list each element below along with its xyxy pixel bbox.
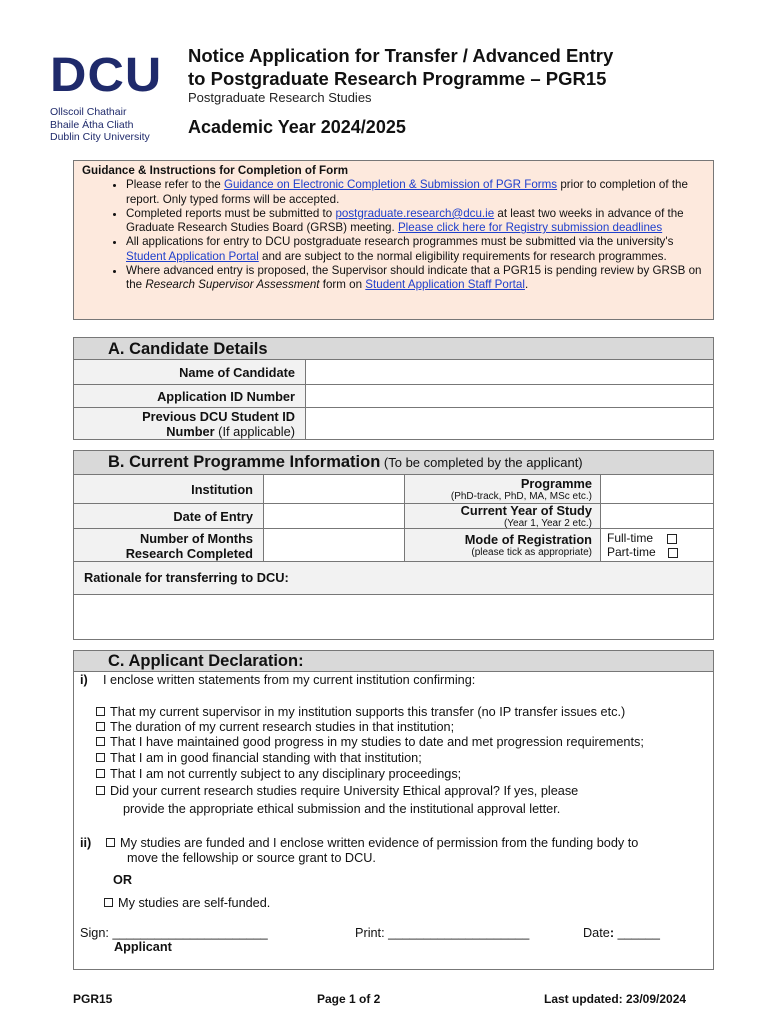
programme-label-text: Programme — [520, 475, 592, 491]
declaration-item-6 — [96, 784, 578, 799]
item-2-checkbox[interactable] — [96, 722, 105, 731]
item-ii-continuation: move the fellowship or source grant to DCU. — [127, 851, 376, 865]
year-of-study-label-text: Current Year of Study — [460, 502, 592, 518]
application-id-field[interactable] — [306, 385, 713, 407]
months-completed-label — [74, 529, 264, 561]
guidance-text: . — [524, 278, 529, 292]
item-5-text: That I am not currently subject to any disciplinary proceedings; — [110, 767, 462, 781]
section-b-programme-info — [73, 450, 714, 640]
application-id-label: Application ID Number — [74, 385, 306, 407]
form-title-line1: Notice Application for Transfer / Advanced Entry — [188, 45, 614, 66]
previous-id-label-number: Number — [166, 424, 215, 439]
item-6-text: Did your current research studies require University Ethical approval? If yes, please — [110, 784, 579, 798]
email-link[interactable]: postgraduate.research@dcu.ie — [335, 206, 495, 220]
guidance-text: Completed reports must be submitted to — [126, 206, 336, 220]
section-b-note: (To be completed by the applicant) — [380, 455, 583, 470]
declaration-item-2 — [96, 720, 454, 735]
previous-student-id-row — [74, 408, 713, 439]
item-4-checkbox[interactable] — [96, 753, 105, 762]
institution-row — [74, 475, 713, 504]
guidance-item-2 — [126, 207, 705, 236]
self-funded-text: My studies are self-funded. — [118, 896, 271, 910]
guidance-forms-link[interactable]: Guidance on Electronic Completion & Submission of PGR Forms — [223, 178, 558, 192]
guidance-text: All applications for entry to DCU postgraduate research programmes must be submitted via the university's — [126, 235, 674, 249]
dcu-logo — [50, 49, 163, 144]
guidance-item-4 — [126, 264, 705, 293]
year-of-study-label — [405, 504, 601, 528]
rationale-field-row — [74, 595, 713, 639]
institution-label: Institution — [74, 475, 264, 503]
mode-options — [601, 529, 713, 561]
guidance-box — [73, 160, 714, 320]
previous-id-label-line2 — [166, 424, 295, 439]
previous-id-label-note: (If applicable) — [214, 424, 295, 439]
section-b-title: B. Current Programme Information — [108, 453, 381, 471]
date-line[interactable] — [583, 926, 660, 941]
academic-year: Academic Year 2024/2025 — [188, 117, 406, 137]
mode-label-text: Mode of Registration — [464, 531, 592, 547]
guidance-item-1 — [126, 178, 705, 207]
guidance-text-italic: Research Supervisor Assessment — [145, 278, 320, 292]
candidate-name-row — [74, 360, 713, 385]
item-6-continuation: provide the appropriate ethical submission and the institutional approval letter. — [123, 802, 561, 816]
date-colon: : — [609, 926, 615, 940]
date-label: Date — [583, 926, 610, 940]
section-c-heading: C. Applicant Declaration: — [74, 651, 713, 672]
programme-hint: (PhD-track, PhD, MA, MSc etc.) — [450, 490, 592, 502]
guidance-text: and are subject to the normal eligibility requirements for research programmes. — [258, 249, 667, 263]
footer-page-number: Page 1 of 2 — [317, 992, 381, 1006]
staff-portal-link[interactable]: Student Application Staff Portal — [365, 278, 525, 292]
item-5-checkbox[interactable] — [96, 769, 105, 778]
declaration-item-5 — [96, 767, 461, 782]
form-subtitle: Postgraduate Research Studies — [188, 90, 372, 105]
registry-deadlines-link[interactable]: Please click here for Registry submission deadlines — [397, 221, 663, 235]
mode-hint: (please tick as appropriate) — [471, 546, 592, 558]
guidance-heading: Guidance & Instructions for Completion of Form — [82, 164, 349, 177]
guidance-text: form on — [319, 278, 366, 292]
section-a-heading: A. Candidate Details — [74, 338, 713, 360]
date-blank: ______ — [614, 926, 660, 940]
candidate-name-field[interactable] — [306, 360, 713, 384]
previous-student-id-label — [74, 408, 306, 439]
declaration-item-4 — [96, 751, 422, 766]
item-ii — [106, 836, 638, 851]
section-c-declaration — [73, 650, 714, 970]
footer-form-code: PGR15 — [73, 992, 113, 1006]
fulltime-checkbox[interactable] — [667, 534, 677, 544]
item-ii-text: My studies are funded and I enclose written evidence of permission from the funding body to — [120, 836, 639, 850]
rationale-label: Rationale for transferring to DCU: — [74, 562, 713, 594]
form-title-line2: to Postgraduate Research Programme – PGR15 — [188, 68, 607, 89]
year-of-study-field[interactable] — [601, 504, 713, 528]
item-1-checkbox[interactable] — [96, 707, 105, 716]
rationale-label-row — [74, 562, 713, 595]
section-b-heading — [74, 451, 713, 475]
months-label-line1: Number of Months — [139, 531, 253, 546]
footer-last-updated: Last updated: 23/09/2024 — [544, 992, 687, 1006]
section-a-candidate-details — [73, 337, 714, 440]
rationale-field[interactable] — [74, 595, 713, 639]
student-application-portal-link[interactable]: Student Application Portal — [126, 249, 259, 263]
application-id-row — [74, 385, 713, 408]
guidance-text: Where advanced entry is proposed, the Supervisor should indicate that a PGR15 is pending review by GRSB on the — [126, 264, 702, 292]
months-label-line2: Research Completed — [125, 546, 253, 561]
parttime-option[interactable] — [607, 545, 707, 559]
item-i-number: i) — [80, 673, 88, 687]
mode-of-registration-label — [405, 529, 601, 561]
programme-label — [405, 475, 601, 503]
declaration-item-3 — [96, 735, 644, 750]
previous-student-id-field[interactable] — [306, 408, 713, 439]
entry-date-row — [74, 504, 713, 529]
logo-line-english: Dublin City University — [50, 131, 150, 143]
sign-line[interactable]: Sign: ______________________ — [80, 926, 268, 940]
item-6-checkbox[interactable] — [96, 786, 105, 795]
months-completed-field[interactable] — [264, 529, 405, 561]
entry-date-field[interactable] — [264, 504, 405, 528]
funded-checkbox[interactable] — [106, 838, 115, 847]
item-1-text: That my current supervisor in my institution supports this transfer (no IP transfer issues etc.) — [110, 705, 626, 719]
guidance-text: Please refer to the — [126, 178, 224, 192]
logo-line-irish-2: Bhaile Átha Cliath — [50, 118, 134, 131]
item-ii-number: ii) — [80, 836, 92, 850]
declaration-item-1 — [96, 705, 625, 720]
item-3-text: That I have maintained good progress in my studies to date and met progression requirements; — [110, 735, 644, 749]
logo-line-irish-1: Ollscoil Chathair — [50, 106, 127, 118]
logo-mark: DCU — [50, 49, 163, 102]
parttime-label: Part-time — [607, 545, 656, 559]
or-separator: OR — [113, 873, 133, 887]
guidance-text: prior to completion of the report. Only typed forms will be accepted. — [126, 178, 688, 206]
item-i-text: I enclose written statements from my current institution confirming: — [103, 673, 476, 687]
year-of-study-hint: (Year 1, Year 2 etc.) — [503, 517, 592, 529]
self-funded-checkbox[interactable] — [104, 898, 113, 907]
institution-field[interactable] — [264, 475, 405, 503]
guidance-text: at least two weeks in advance of the Graduate Research Studies Board (GRSB) meeting. — [126, 206, 684, 235]
item-2-text: The duration of my current research studies in that institution; — [110, 720, 455, 734]
self-funded-option — [104, 896, 270, 911]
candidate-name-label: Name of Candidate — [74, 360, 306, 384]
parttime-checkbox[interactable] — [668, 548, 678, 558]
fulltime-option[interactable] — [607, 531, 707, 545]
guidance-list — [82, 178, 705, 292]
months-row — [74, 529, 713, 562]
entry-date-label: Date of Entry — [74, 504, 264, 528]
fulltime-label: Full-time — [607, 531, 654, 545]
applicant-label: Applicant — [114, 940, 172, 954]
programme-field[interactable] — [601, 475, 713, 503]
previous-id-label-line1: Previous DCU Student ID — [142, 409, 295, 424]
item-4-text: That I am in good financial standing with that institution; — [110, 751, 422, 765]
guidance-item-3 — [126, 235, 705, 264]
print-line[interactable]: Print: ____________________ — [355, 926, 530, 940]
form-title — [188, 44, 613, 90]
item-3-checkbox[interactable] — [96, 737, 105, 746]
